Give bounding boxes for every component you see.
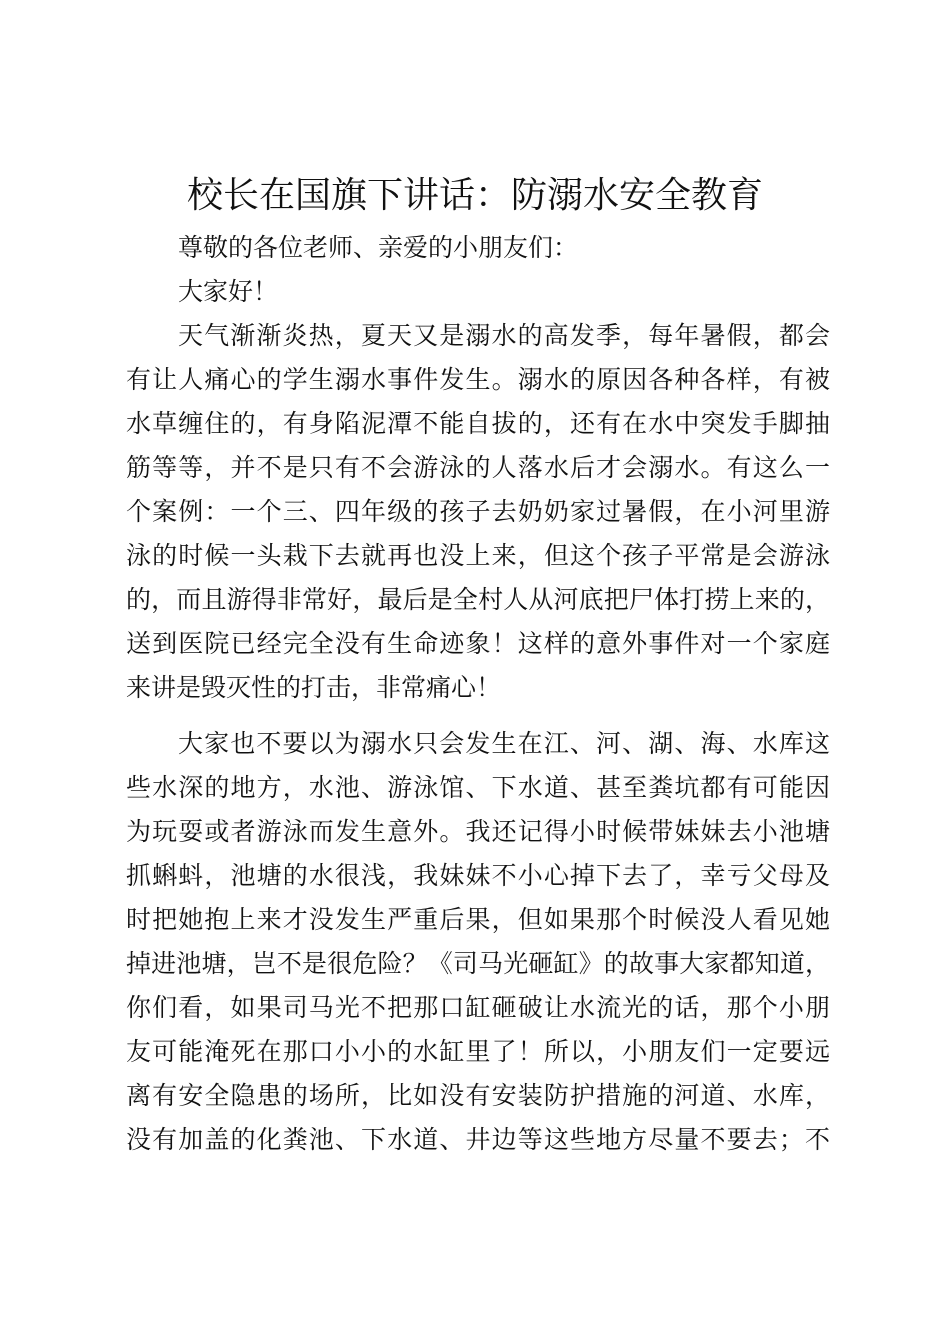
- paragraph-line: 没有加盖的化粪池、下水道、井边等这些地方尽量不要去；不: [126, 1125, 830, 1154]
- paragraph-line: 送到医院已经完全没有生命迹象！这样的意外事件对一个家庭: [126, 629, 830, 658]
- hello-line: 大家好！: [178, 277, 279, 306]
- paragraph-line: 水草缠住的，有身陷泥潭不能自拔的，还有在水中突发手脚抽: [126, 409, 830, 438]
- paragraph-line: 些水深的地方，水池、游泳馆、下水道、甚至粪坑都有可能因: [126, 773, 830, 802]
- paragraph-line: 时把她抱上来才没发生严重后果，但如果那个时候没人看见她: [126, 905, 830, 934]
- paragraph-line: 个案例：一个三、四年级的孩子去奶奶家过暑假，在小河里游: [126, 497, 830, 526]
- paragraph-2: [126, 722, 830, 1162]
- paragraph-line: 泳的时候一头栽下去就再也没上来，但这个孩子平常是会游泳: [126, 541, 830, 570]
- paragraph-line: 你们看，如果司马光不把那口缸砸破让水流光的话，那个小朋: [126, 993, 830, 1022]
- document-body: [126, 226, 830, 1162]
- paragraph-line: 大家也不要以为溺水只会发生在江、河、湖、海、水库这: [178, 729, 830, 758]
- paragraph-line: 为玩耍或者游泳而发生意外。我还记得小时候带妹妹去小池塘: [126, 817, 830, 846]
- paragraph-line: 离有安全隐患的场所，比如没有安装防护措施的河道、水库，: [126, 1081, 830, 1110]
- paragraph-line: 筋等等，并不是只有不会游泳的人落水后才会溺水。有这么一: [126, 453, 830, 482]
- paragraph-line: 友可能淹死在那口小小的水缸里了！所以，小朋友们一定要远: [126, 1037, 830, 1066]
- paragraph-1: [126, 314, 830, 710]
- paragraph-line: 抓蝌蚪，池塘的水很浅，我妹妹不小心掉下去了，幸亏父母及: [126, 861, 830, 890]
- paragraph-line: 掉进池塘，岂不是很危险？《司马光砸缸》的故事大家都知道，: [126, 949, 830, 978]
- document-title: 校长在国旗下讲话：防溺水安全教育: [186, 175, 763, 216]
- paragraph-line: 天气渐渐炎热，夏天又是溺水的高发季，每年暑假，都会: [178, 321, 830, 350]
- paragraph-gap: [126, 710, 830, 722]
- paragraph-line: 的，而且游得非常好，最后是全村人从河底把尸体打捞上来的，: [126, 585, 830, 614]
- greeting-line: 尊敬的各位老师、亲爱的小朋友们：: [178, 233, 579, 262]
- paragraph-line: 来讲是毁灭性的打击，非常痛心！: [126, 673, 502, 702]
- paragraph-line: 有让人痛心的学生溺水事件发生。溺水的原因各种各样，有被: [126, 365, 830, 394]
